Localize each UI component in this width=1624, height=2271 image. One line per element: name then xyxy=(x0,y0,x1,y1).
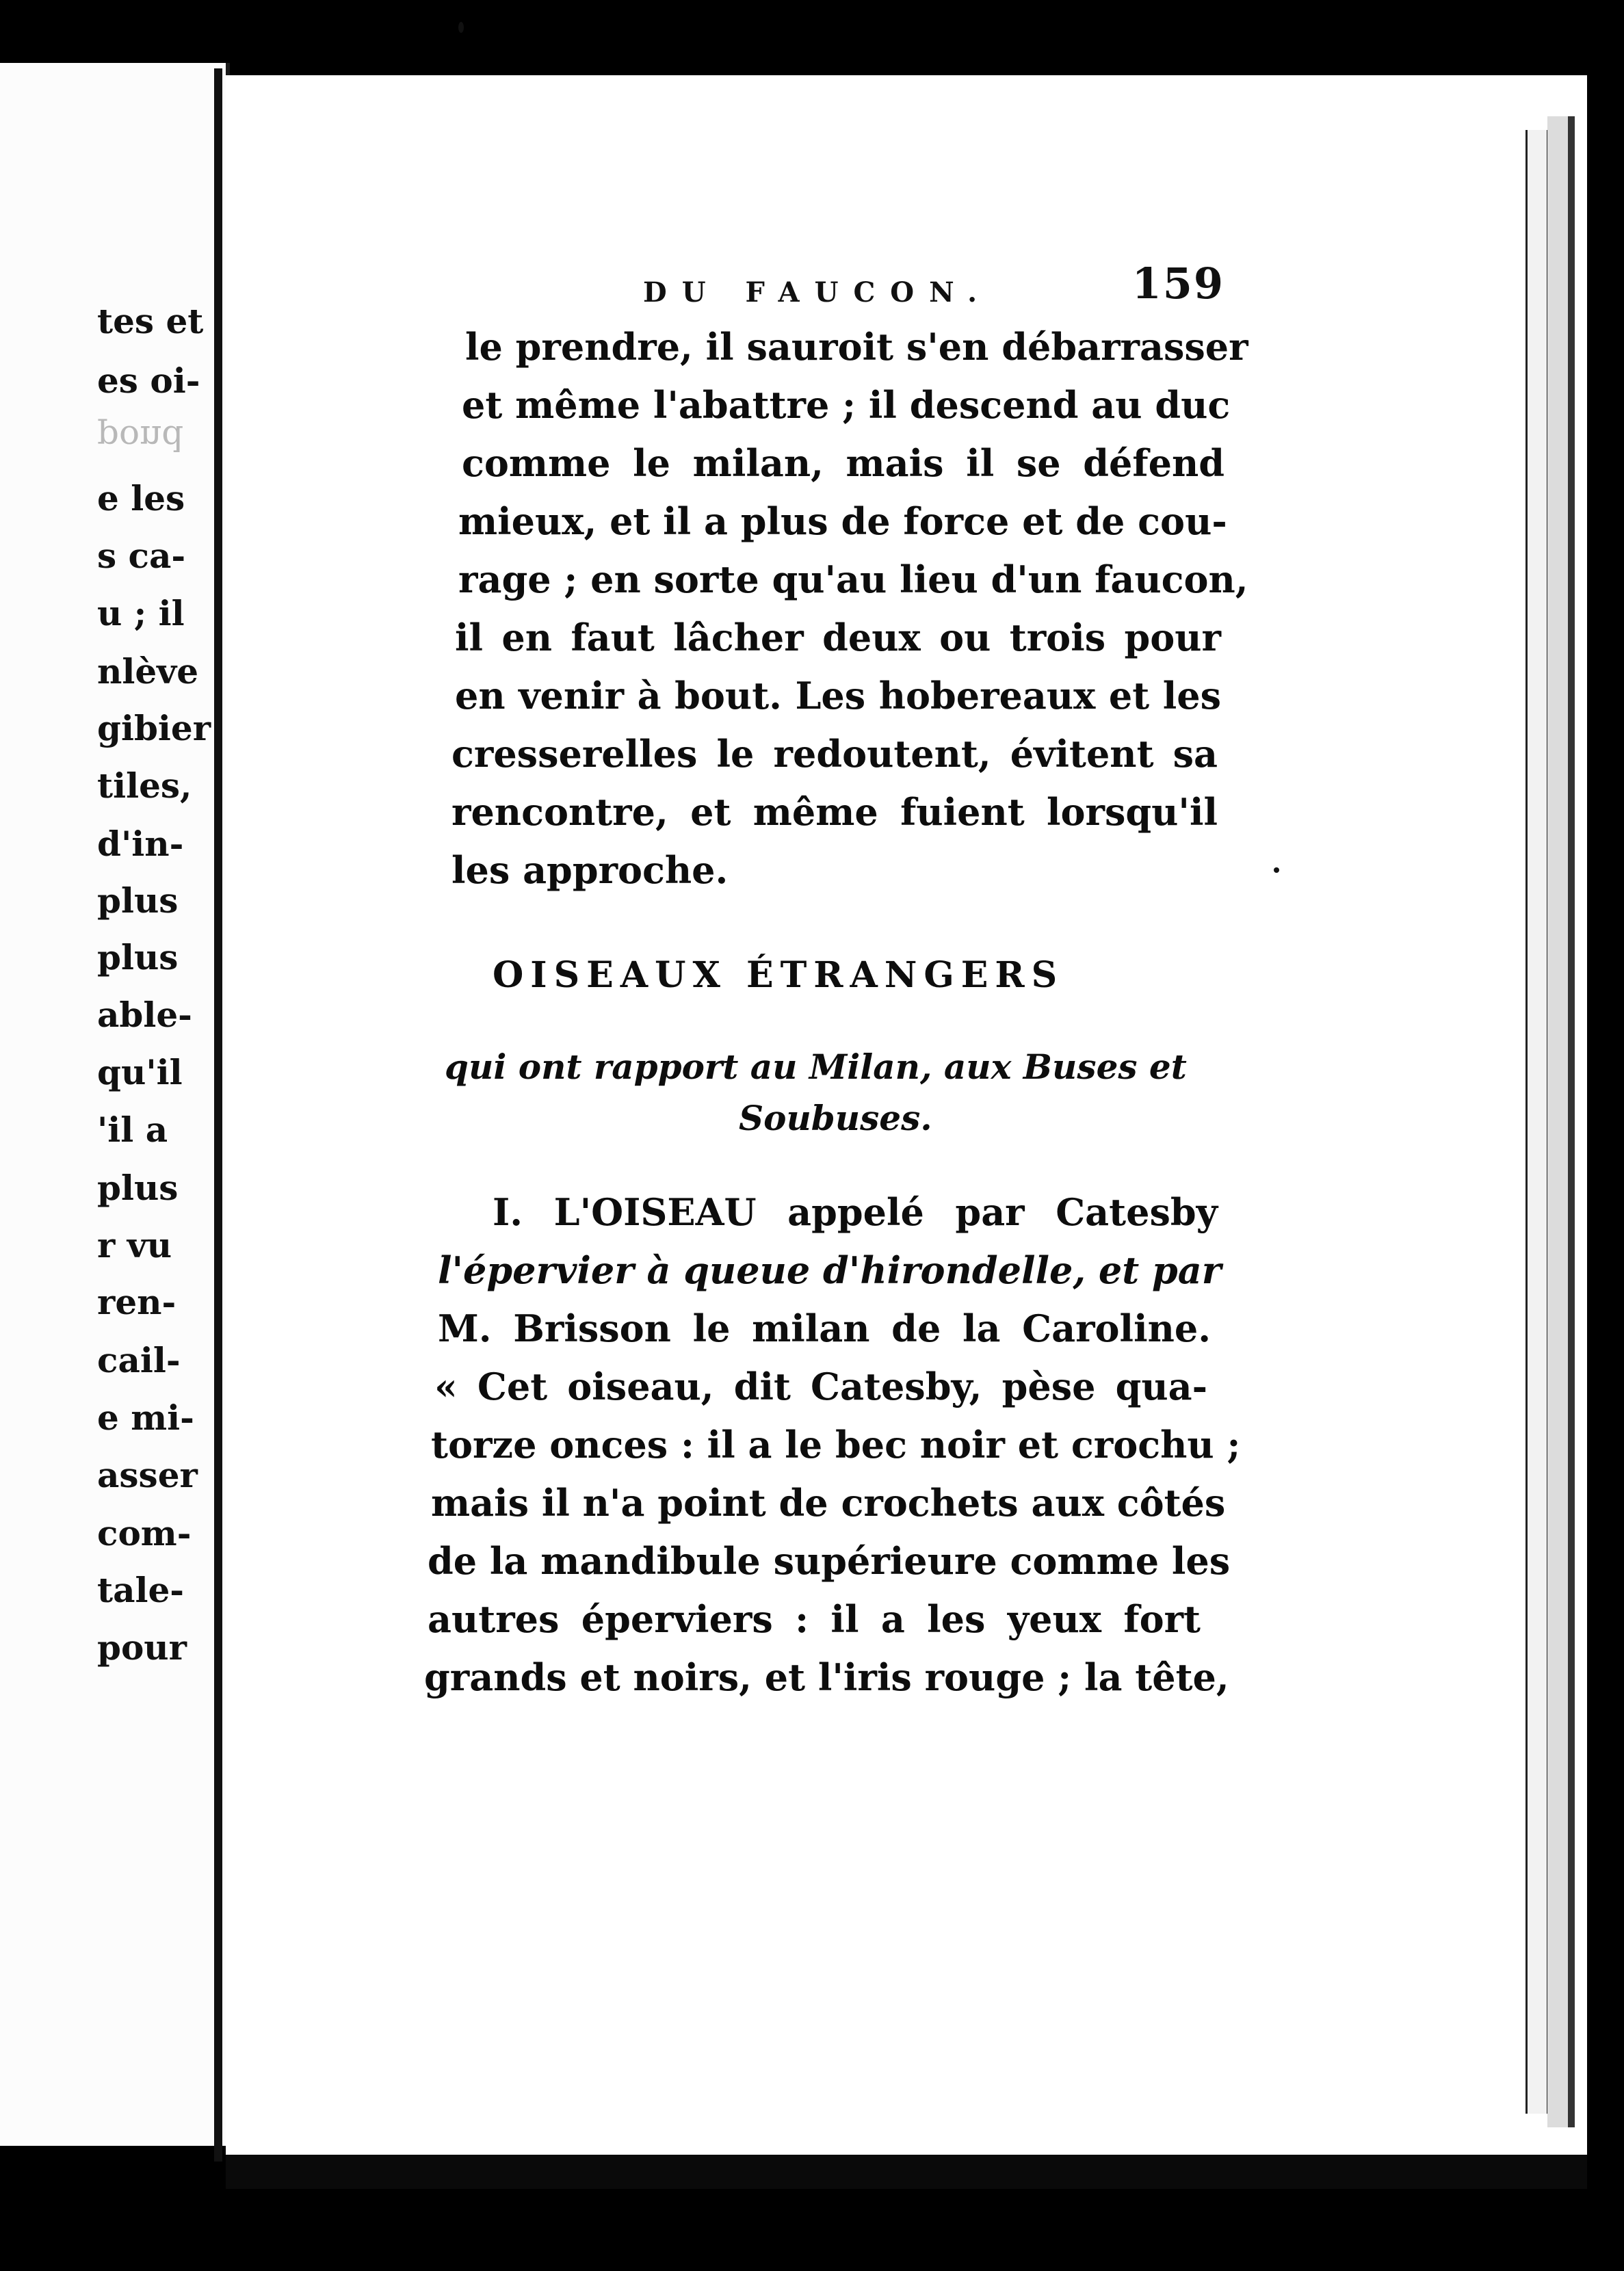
section-subheading: Soubuses. xyxy=(739,1098,932,1138)
text-line: grands et noirs, et l'iris rouge ; la tête, xyxy=(424,1655,1229,1699)
left-page-line: r vu xyxy=(97,1225,172,1265)
left-page-line: gibier xyxy=(97,708,211,748)
text-line: comme le milan, mais il se défend xyxy=(462,441,1224,485)
text-line: cresserelles le redoutent, évitent sa xyxy=(451,732,1218,776)
left-page-line: plus xyxy=(97,1168,179,1208)
running-head xyxy=(472,259,1224,328)
left-page-line: ren- xyxy=(97,1282,176,1322)
section-subheading: qui ont rapport au Milan, aux Buses et xyxy=(445,1047,1187,1087)
text-line: mieux, et il a plus de force et de cou- xyxy=(458,499,1227,543)
text-line: le prendre, il sauroit s'en débarrasser xyxy=(465,325,1248,369)
left-page-fragment xyxy=(0,63,230,2146)
text-line: et même l'abattre ; il descend au duc xyxy=(462,383,1231,427)
left-page-line: able- xyxy=(97,995,192,1035)
left-page-line: pour xyxy=(97,1627,187,1668)
left-page-line: plus xyxy=(97,937,179,977)
left-page-line: d'in- xyxy=(97,824,184,864)
left-page-line: tes et xyxy=(97,301,204,341)
left-page-line: cail- xyxy=(97,1340,181,1380)
left-page-line: e mi- xyxy=(97,1397,194,1438)
left-page-line: tiles, xyxy=(97,765,192,806)
text-line: rencontre, et même fuient lorsqu'il xyxy=(451,790,1218,834)
left-page-line: u ; il xyxy=(97,593,185,633)
left-page-line: es oi- xyxy=(97,360,200,401)
text-line: rage ; en sorte qu'au lieu d'un faucon, xyxy=(458,557,1248,601)
left-page-line: qu'il xyxy=(97,1052,183,1092)
left-page-line: tale- xyxy=(97,1570,185,1610)
left-page-line: plus xyxy=(97,880,179,921)
page-number: 159 xyxy=(1131,259,1224,309)
text-line: de la mandibule supérieure comme les xyxy=(428,1539,1231,1583)
speck xyxy=(458,22,464,33)
text-line: mais il n'a point de crochets aux côtés xyxy=(431,1481,1226,1525)
left-page-line: e les xyxy=(97,478,185,518)
running-title: DU FAUCON. xyxy=(643,276,993,309)
page-bottom-shadow xyxy=(226,2155,1587,2189)
text-line: M. Brisson le milan de la Caroline. xyxy=(438,1307,1211,1350)
text-line: l'épervier à queue d'hirondelle, et par xyxy=(438,1248,1222,1292)
book-gutter xyxy=(214,68,222,2162)
text-line: I. L'OISEAU appelé par Catesby xyxy=(493,1190,1218,1234)
left-page-line: s ca- xyxy=(97,536,186,576)
section-heading: OISEAUX ÉTRANGERS xyxy=(493,954,1064,996)
left-page-line: 'il a xyxy=(97,1110,168,1150)
speck xyxy=(1274,867,1279,873)
left-page-line: com- xyxy=(97,1513,192,1553)
text-line: torze onces : il a le bec noir et crochu ; xyxy=(431,1423,1241,1467)
page-edge-outer xyxy=(1547,116,1575,2127)
text-line: les approche. xyxy=(451,848,729,892)
text-line: « Cet oiseau, dit Catesby, pèse qua- xyxy=(434,1365,1207,1408)
text-line: autres éperviers : il a les yeux fort xyxy=(428,1597,1201,1641)
left-page-line: asser xyxy=(97,1455,198,1495)
left-page-line: pond xyxy=(97,418,184,458)
text-line: en venir à bout. Les hobereaux et les xyxy=(455,674,1221,718)
text-line: il en faut lâcher deux ou trois pour xyxy=(455,616,1221,659)
left-page-line: nlève xyxy=(97,651,199,692)
